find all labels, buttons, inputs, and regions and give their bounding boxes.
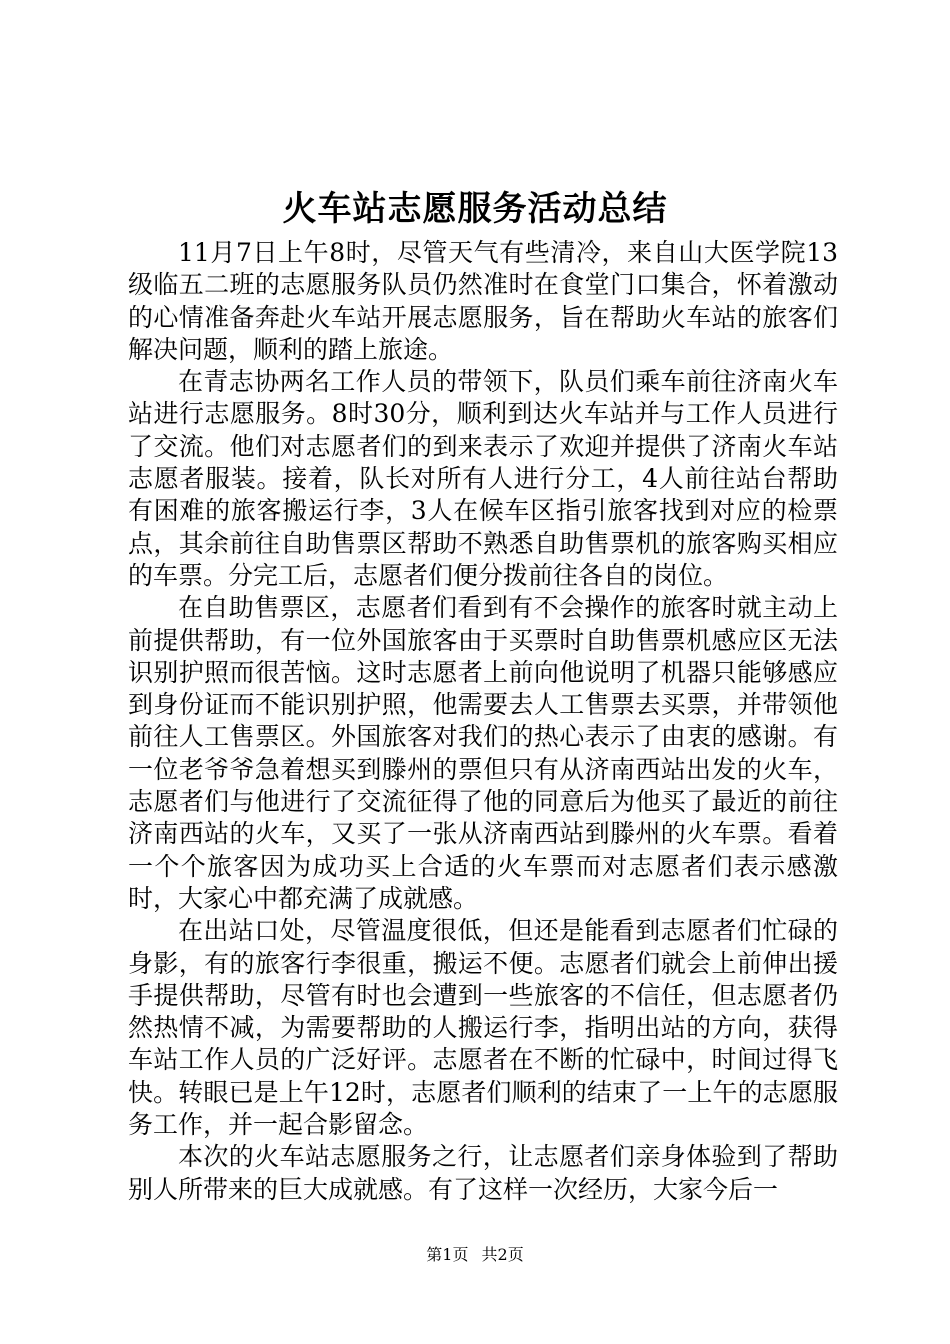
paragraph-3: 在自助售票区，志愿者们看到有不会操作的旅客时就主动上前提供帮助，有一位外国旅客由于买票时自助售票机感应区无法识别护照而很苦恼。这时志愿者上前向他说明了机器只能够感应到身份证而不能识别护照，他需要去人工售票去买票，并带领他前往人工售票区。外国旅客对我们的热心表示了由衷的感谢。有一位老爷爷急着想买到滕州的票但只有从济南西站出发的火车，志愿者们与他进行了交流征得了他的同意后为他买了最近的前往济南西站的火车，又买了一张从济南西站到滕州的火车票。看着一个个旅客因为成功买上合适的火车票而对志愿者们表示感激时，大家心中都充满了成就感。 xyxy=(128,593,838,913)
document-title: 火车站志愿服务活动总结 xyxy=(282,189,668,229)
paragraph-2: 在青志协两名工作人员的带领下，队员们乘车前往济南火车站进行志愿服务。8时30分，顺利到达火车站并与工作人员进行了交流。他们对志愿者们的到来表示了欢迎并提供了济南火车站志愿者服装。接着，队长对所有人进行分工，4人前往站台帮助有困难的旅客搬运行李，3人在候车区指引旅客找到对应的检票点，其余前往自助售票区帮助不熟悉自助售票机的旅客购买相应的车票。分完工后，志愿者们便分拨前往各自的岗位。 xyxy=(128,367,838,590)
paragraph-1: 11月7日上午8时，尽管天气有些清冷，来自山大医学院13级临五二班的志愿服务队员仍然准时在食堂门口集合，怀着激动的心情准备奔赴火车站开展志愿服务，旨在帮助火车站的旅客们解决问题，顺利的踏上旅途。 xyxy=(128,238,838,364)
page-number-total: 共2页 xyxy=(481,1245,524,1264)
paragraph-4: 在出站口处，尽管温度很低，但还是能看到志愿者们忙碌的身影，有的旅客行李很重，搬运不便。志愿者们就会上前伸出援手提供帮助，尽管有时也会遭到一些旅客的不信任，但志愿者仍然热情不减，为需要帮助的人搬运行李，指明出站的方向，获得车站工作人员的广泛好评。志愿者在不断的忙碌中，时间过得飞快。转眼已是上午12时，志愿者们顺利的结束了一上午的志愿服务工作，并一起合影留念。 xyxy=(128,916,838,1140)
page-footer xyxy=(0,1244,950,1266)
page-number-current: 第1页 xyxy=(426,1245,469,1264)
document-body xyxy=(128,237,838,1206)
paragraph-5: 本次的火车站志愿服务之行，让志愿者们亲身体验到了帮助别人所带来的巨大成就感。有了这样一次经历，大家今后一 xyxy=(128,1142,838,1204)
